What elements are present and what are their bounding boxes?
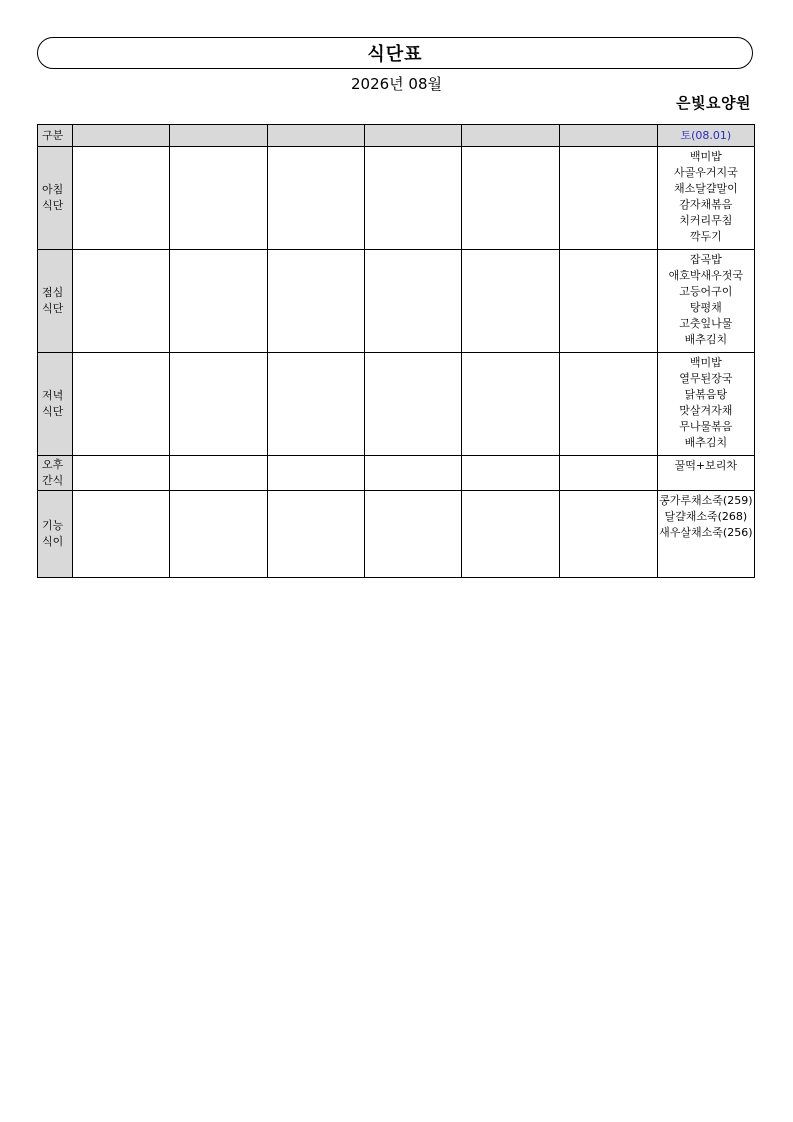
menu-cell	[267, 147, 364, 250]
row-label	[38, 491, 73, 578]
menu-item: 잡곡밥	[689, 253, 722, 266]
day-header-saturday: 토(08.01)	[657, 125, 754, 147]
row-label-line: 아침	[42, 183, 64, 196]
menu-cell-content	[560, 250, 656, 252]
menu-cell	[364, 147, 461, 250]
menu-cell	[170, 491, 267, 578]
menu-cell-content	[462, 456, 559, 458]
row-label-line: 식단	[42, 302, 64, 315]
row-label-line: 식단	[42, 199, 64, 212]
day-header	[560, 125, 657, 147]
row-label-line: 점심	[42, 286, 64, 299]
menu-cell	[170, 353, 267, 456]
menu-item: 배추김치	[684, 436, 728, 449]
dinner-row	[38, 353, 755, 456]
menu-cell-content	[658, 491, 754, 541]
menu-cell	[462, 353, 560, 456]
menu-item: 열무된장국	[679, 372, 733, 385]
menu-cell	[560, 147, 657, 250]
row-label-line: 식이	[42, 535, 64, 548]
menu-cell-content	[170, 456, 266, 458]
menu-cell-content	[73, 250, 169, 252]
menu-cell-content	[73, 353, 169, 355]
menu-cell	[73, 147, 170, 250]
menu-item: 사골우거지국	[673, 166, 738, 179]
day-header	[170, 125, 267, 147]
menu-cell-content	[560, 353, 656, 355]
row-label	[38, 353, 73, 456]
menu-table	[37, 124, 755, 578]
menu-cell	[267, 491, 364, 578]
functional-diet-row	[38, 491, 755, 578]
row-label-line: 오후	[42, 458, 64, 471]
menu-cell	[73, 491, 170, 578]
menu-cell-content	[560, 491, 656, 493]
lunch-row	[38, 250, 755, 353]
menu-cell-content	[462, 491, 559, 493]
menu-cell-content	[73, 491, 169, 493]
row-label-line: 간식	[42, 474, 64, 487]
menu-cell	[462, 147, 560, 250]
day-header	[364, 125, 461, 147]
menu-cell-content	[658, 250, 754, 348]
menu-cell	[560, 491, 657, 578]
menu-cell	[73, 456, 170, 491]
menu-cell	[657, 456, 754, 491]
menu-cell	[267, 250, 364, 353]
facility-name: 은빛요양원	[676, 94, 751, 112]
menu-item: 새우살채소죽(256)	[659, 526, 753, 539]
menu-cell-content	[658, 456, 754, 474]
menu-cell	[73, 250, 170, 353]
menu-item: 배추김치	[684, 333, 728, 346]
row-label	[38, 250, 73, 353]
menu-item: 닭볶음탕	[684, 388, 728, 401]
menu-cell-content	[462, 250, 559, 252]
menu-cell	[170, 147, 267, 250]
menu-cell-content	[268, 491, 364, 493]
menu-item: 꿀떡+보리차	[674, 459, 738, 472]
day-header	[462, 125, 560, 147]
menu-item: 애호박새우젓국	[668, 269, 744, 282]
title-box	[37, 37, 753, 69]
menu-cell-content	[170, 250, 266, 252]
menu-cell-content	[365, 250, 461, 252]
menu-cell-content	[170, 147, 266, 149]
menu-cell	[364, 491, 461, 578]
menu-item: 백미밥	[689, 150, 722, 163]
menu-item: 달걀채소죽(268)	[664, 510, 748, 523]
menu-cell-content	[365, 491, 461, 493]
menu-item: 고춧잎나물	[679, 317, 733, 330]
day-header	[73, 125, 170, 147]
menu-item: 맛살겨자채	[679, 404, 733, 417]
menu-cell	[364, 456, 461, 491]
snack-row	[38, 456, 755, 491]
page-title: 식단표	[367, 44, 423, 65]
row-label	[38, 147, 73, 250]
menu-cell-content	[268, 250, 364, 252]
menu-cell	[364, 250, 461, 353]
menu-item: 채소달걀말이	[673, 182, 738, 195]
menu-item: 깍두기	[689, 230, 722, 243]
menu-item: 치커리무침	[679, 214, 733, 227]
menu-cell	[73, 353, 170, 456]
menu-item: 백미밥	[689, 356, 722, 369]
menu-cell	[364, 353, 461, 456]
menu-cell	[560, 250, 657, 353]
menu-cell	[462, 456, 560, 491]
menu-cell-content	[462, 147, 559, 149]
row-label-line: 식단	[42, 405, 64, 418]
menu-cell	[657, 250, 754, 353]
menu-cell	[462, 250, 560, 353]
row-label-line: 저녁	[42, 389, 64, 402]
menu-cell-content	[658, 147, 754, 245]
menu-cell-content	[365, 147, 461, 149]
menu-cell-content	[365, 456, 461, 458]
menu-cell-content	[658, 353, 754, 451]
menu-cell	[462, 491, 560, 578]
row-label-line: 기능	[42, 519, 64, 532]
menu-cell	[267, 456, 364, 491]
menu-cell-content	[268, 353, 364, 355]
menu-cell-content	[170, 353, 266, 355]
menu-cell-content	[560, 456, 656, 458]
menu-cell	[657, 147, 754, 250]
menu-item: 고등어구이	[679, 285, 733, 298]
menu-cell-content	[560, 147, 656, 149]
menu-cell	[267, 353, 364, 456]
menu-cell-content	[170, 491, 266, 493]
header-row	[38, 125, 755, 147]
menu-cell	[170, 456, 267, 491]
period-label: 2026년 08월	[350, 75, 442, 93]
menu-cell-content	[462, 353, 559, 355]
menu-cell	[170, 250, 267, 353]
menu-item: 탕평채	[689, 301, 722, 314]
menu-cell-content	[268, 147, 364, 149]
menu-cell	[657, 353, 754, 456]
breakfast-row	[38, 147, 755, 250]
menu-cell-content	[73, 456, 169, 458]
day-header	[267, 125, 364, 147]
menu-item: 감자채볶음	[679, 198, 733, 211]
corner-label: 구분	[38, 125, 73, 147]
row-label	[38, 456, 73, 491]
menu-cell-content	[365, 353, 461, 355]
menu-item: 무나물볶음	[679, 420, 733, 433]
menu-cell	[560, 456, 657, 491]
menu-cell-content	[73, 147, 169, 149]
menu-item: 콩가루채소죽(259)	[659, 494, 753, 507]
menu-cell-content	[268, 456, 364, 458]
menu-cell	[560, 353, 657, 456]
menu-cell	[657, 491, 754, 578]
